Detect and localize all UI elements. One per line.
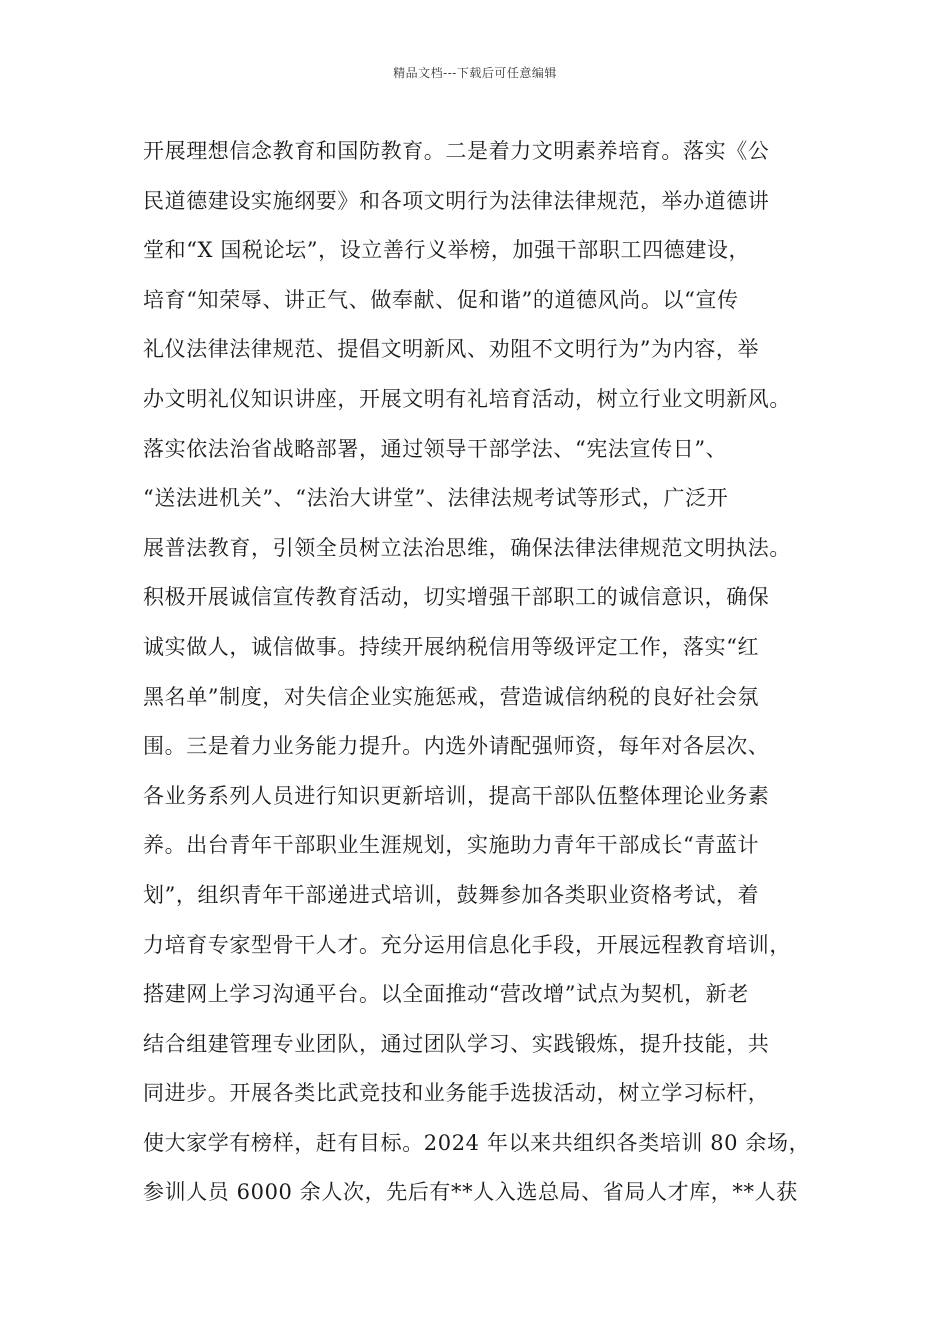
text-line: 结合组建管理专业团队，通过团队学习、实践锻炼，提升技能，共 [143,1031,770,1056]
text-line: 民道德建设实施纲要》和各项文明行为法律法律规范，举办道德讲 [143,188,770,213]
text-line: 使大家学有榜样，赶有目标。2024 年以来共组织各类培训 80 余场， [143,1130,811,1155]
text-line: 开展理想信念教育和国防教育。二是着力文明素养培育。落实《公 [143,139,770,163]
text-line: 划”，组织青年干部递进式培训，鼓舞参加各类职业资格考试，着 [143,882,760,907]
page-header-watermark: 精品文档---下载后可任意编辑 [393,66,557,80]
text-line: 养。出台青年干部职业生涯规划，实施助力青年干部成长“青蓝计 [143,833,760,858]
text-line: 办文明礼仪知识讲座，开展文明有礼培育活动，树立行业文明新风。 [143,386,791,411]
body-text [143,131,823,1222]
text-line: 堂和“X 国税论坛”，设立善行义举榜，加强干部职工四德建设， [143,238,751,263]
text-line: 积极开展诚信宣传教育活动，切实增强干部职工的诚信意识，确保 [143,585,770,610]
text-line: 诚实做人，诚信做事。持续开展纳税信用等级评定工作，落实“红 [143,634,760,659]
text-line: 展普法教育，引领全员树立法治思维，确保法律法律规范文明执法。 [143,535,791,560]
text-line: 同进步。开展各类比武竞技和业务能手选拔活动，树立学习标杆， [143,1081,770,1106]
text-line: 围。三是着力业务能力提升。内选外请配强师资，每年对各层次、 [143,734,770,759]
text-line: 黑名单”制度，对失信企业实施惩戒，营造诚信纳税的良好社会氛 [143,684,760,709]
text-line: 落实依法治省战略部署，通过领导干部学法、“宪法宣传日”、 [143,436,728,461]
text-line: “送法进机关”、“法治大讲堂”、法律法规考试等形式，广泛开 [143,486,729,511]
text-line: 礼仪法律法律规范、提倡文明新风、劝阻不文明行为”为内容，举 [143,337,760,362]
text-line: 搭建网上学习沟通平台。以全面推动“营改增”试点为契机，新老 [143,982,749,1007]
text-line: 培育“知荣辱、讲正气、做奉献、促和谐”的道德风尚。以“宣传 [143,287,739,312]
text-line: 力培育专家型骨干人才。充分运用信息化手段，开展远程教育培训， [143,932,791,957]
text-line: 各业务系列人员进行知识更新培训，提高干部队伍整体理论业务素 [143,783,770,808]
text-line: 参训人员 6000 余人次，先后有**人入选总局、省局人才库，**人获 [143,1180,798,1205]
